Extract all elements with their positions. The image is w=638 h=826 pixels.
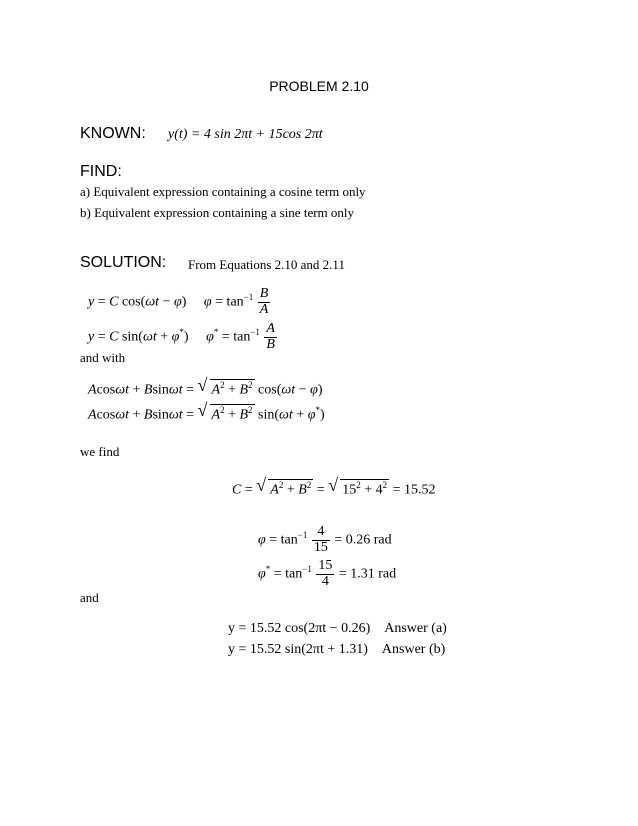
answer-b-row (228, 642, 445, 658)
page-title (0, 78, 638, 94)
find-item-a: a) Equivalent expression containing a cosine term only (80, 184, 366, 199)
answer-b-label: Answer (b) (381, 642, 446, 657)
amplitude-equation: C = √ $A^2 + B^2$ = √ $15^2 + 4^2 = 15.52$ (232, 475, 436, 498)
phase-star-equation: $\varphi^* = \tan^{-1}$ $\frac{15}{4}$ = 1.31 rad (258, 558, 397, 589)
answer-a-label: Answer (a) (384, 621, 447, 636)
identity-cosine: Acosωt + Bsinωt = √ $A^2 + B^2$ cos(ωt − φ) (88, 375, 323, 398)
and-text: and (80, 590, 99, 605)
we-find-text: we find (80, 444, 120, 459)
answer-a-row (228, 621, 447, 637)
find-item-b: b) Equivalent expression containing a sine term only (80, 205, 355, 220)
answer-b-expression: y = 15.52 sin(2πt + 1.31) (228, 642, 368, 657)
equation-cosine-form: y = C cos(ωt − φ) $\varphi = \tan^{-1}$ $\frac{B}{A}$ (88, 286, 269, 317)
identity-sine: Acosωt + Bsinωt = √ $A^2 + B^2$ sin(ωt + φ*) (88, 400, 325, 423)
equation-sine-form: y = C sin(ωt + φ*) $\varphi^* = \tan^{-1}$ $\frac{A}{B}$ (88, 321, 275, 352)
known-label: KNOWN: (80, 125, 146, 142)
answer-a-expression: y = 15.52 cos(2πt − 0.26) (228, 621, 371, 636)
solution-label: SOLUTION: (80, 254, 167, 271)
phase-equation: $\varphi = \tan^{-1}$ $\frac{4}{15}$ = 0.26 rad (258, 524, 392, 555)
phase-star-value: 1.31 rad (350, 566, 397, 582)
amplitude-value: 15.52 (404, 482, 436, 498)
known-expression-text: y(t) = 4 sin 2πt + 15cos 2πt (168, 127, 323, 142)
solution-note: From Equations 2.10 and 2.11 (188, 257, 345, 272)
phase-value: 0.26 rad (345, 532, 392, 548)
title-text: PROBLEM 2.10 (269, 78, 369, 94)
and-with-text: and with (80, 350, 126, 365)
find-label: FIND: (80, 163, 122, 180)
